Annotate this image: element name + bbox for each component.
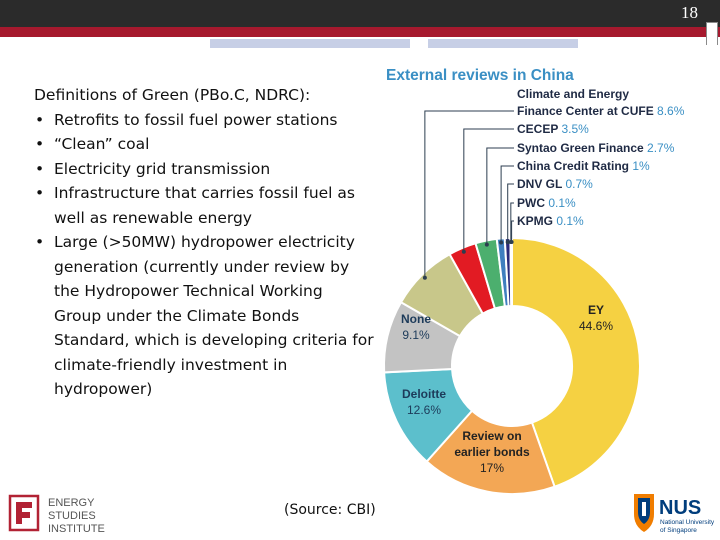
nus-sub1: National University: [660, 519, 715, 526]
source-note: (Source: CBI): [284, 502, 376, 518]
nus-name: NUS: [659, 497, 702, 519]
leader-dot: [423, 276, 427, 280]
page-number: 18: [681, 3, 698, 22]
esi-line3: INSTITUTE: [48, 523, 105, 535]
legend-label: China Credit Rating 1%: [517, 159, 650, 173]
slice-label: EY: [587, 303, 605, 317]
leader-dot: [485, 243, 489, 247]
esi-line1: ENERGY: [48, 497, 95, 509]
slice-label: None: [401, 312, 431, 326]
definition-item: • Infrastructure that carries fossil fuel as well as renewable energy: [34, 181, 374, 230]
nus-crest-icon: [634, 494, 654, 532]
definition-item: • Large (>50MW) hydropower electricity generation (currently under review by the Hydropower Technical Working Group under the Climate Bonds Standard, which is developing criteria for climate-friendly investment in hydropower): [34, 230, 374, 402]
nus-sub2: of Singapore: [660, 527, 697, 534]
slice-label: 9.1%: [402, 328, 430, 342]
leader-line: [487, 148, 514, 245]
esi-logo: [8, 492, 128, 536]
legend-label: CECEP 3.5%: [517, 122, 589, 136]
definition-item: • “Clean” coal: [34, 132, 374, 157]
leader-dot: [510, 240, 514, 244]
donut-slice-kpmg: [511, 238, 512, 306]
slice-label: 17%: [479, 461, 505, 475]
legend-value: 0.7%: [565, 177, 593, 191]
legend-label: PWC 0.1%: [517, 196, 576, 210]
legend-label: Syntao Green Finance 2.7%: [517, 141, 675, 155]
esi-line2: STUDIES: [48, 510, 96, 522]
legend-value: 1%: [632, 159, 650, 173]
slice-label: earlier bonds: [454, 445, 530, 459]
definition-item: • Electricity grid transmission: [34, 157, 374, 182]
slice-label: Review on: [462, 429, 522, 443]
definition-item: • Retrofits to fossil fuel power stations: [34, 108, 374, 133]
leader-dot: [462, 250, 466, 254]
legend-label: KPMG 0.1%: [517, 214, 584, 228]
definitions-heading: Definitions of Green (PBo.C, NDRC):: [34, 86, 311, 104]
legend-value: 8.6%: [657, 104, 685, 118]
slice-label: 12.6%: [406, 403, 442, 417]
leader-line: [464, 129, 514, 252]
slice-label: 44.6%: [578, 319, 614, 333]
slice-label: Deloitte: [401, 387, 447, 401]
nus-logo: [632, 490, 718, 536]
legend-label: Climate and Energy: [517, 87, 630, 101]
legend-value: 0.1%: [556, 214, 584, 228]
chart-title: External reviews in China: [386, 67, 574, 84]
legend-label: DNV GL 0.7%: [517, 177, 593, 191]
esi-emblem-icon: [10, 496, 38, 530]
leader-dot: [499, 240, 503, 244]
legend-value: 0.1%: [548, 196, 576, 210]
legend-label: Finance Center at CUFE 8.6%: [517, 104, 685, 118]
legend-value: 3.5%: [561, 122, 589, 136]
legend-value: 2.7%: [647, 141, 675, 155]
